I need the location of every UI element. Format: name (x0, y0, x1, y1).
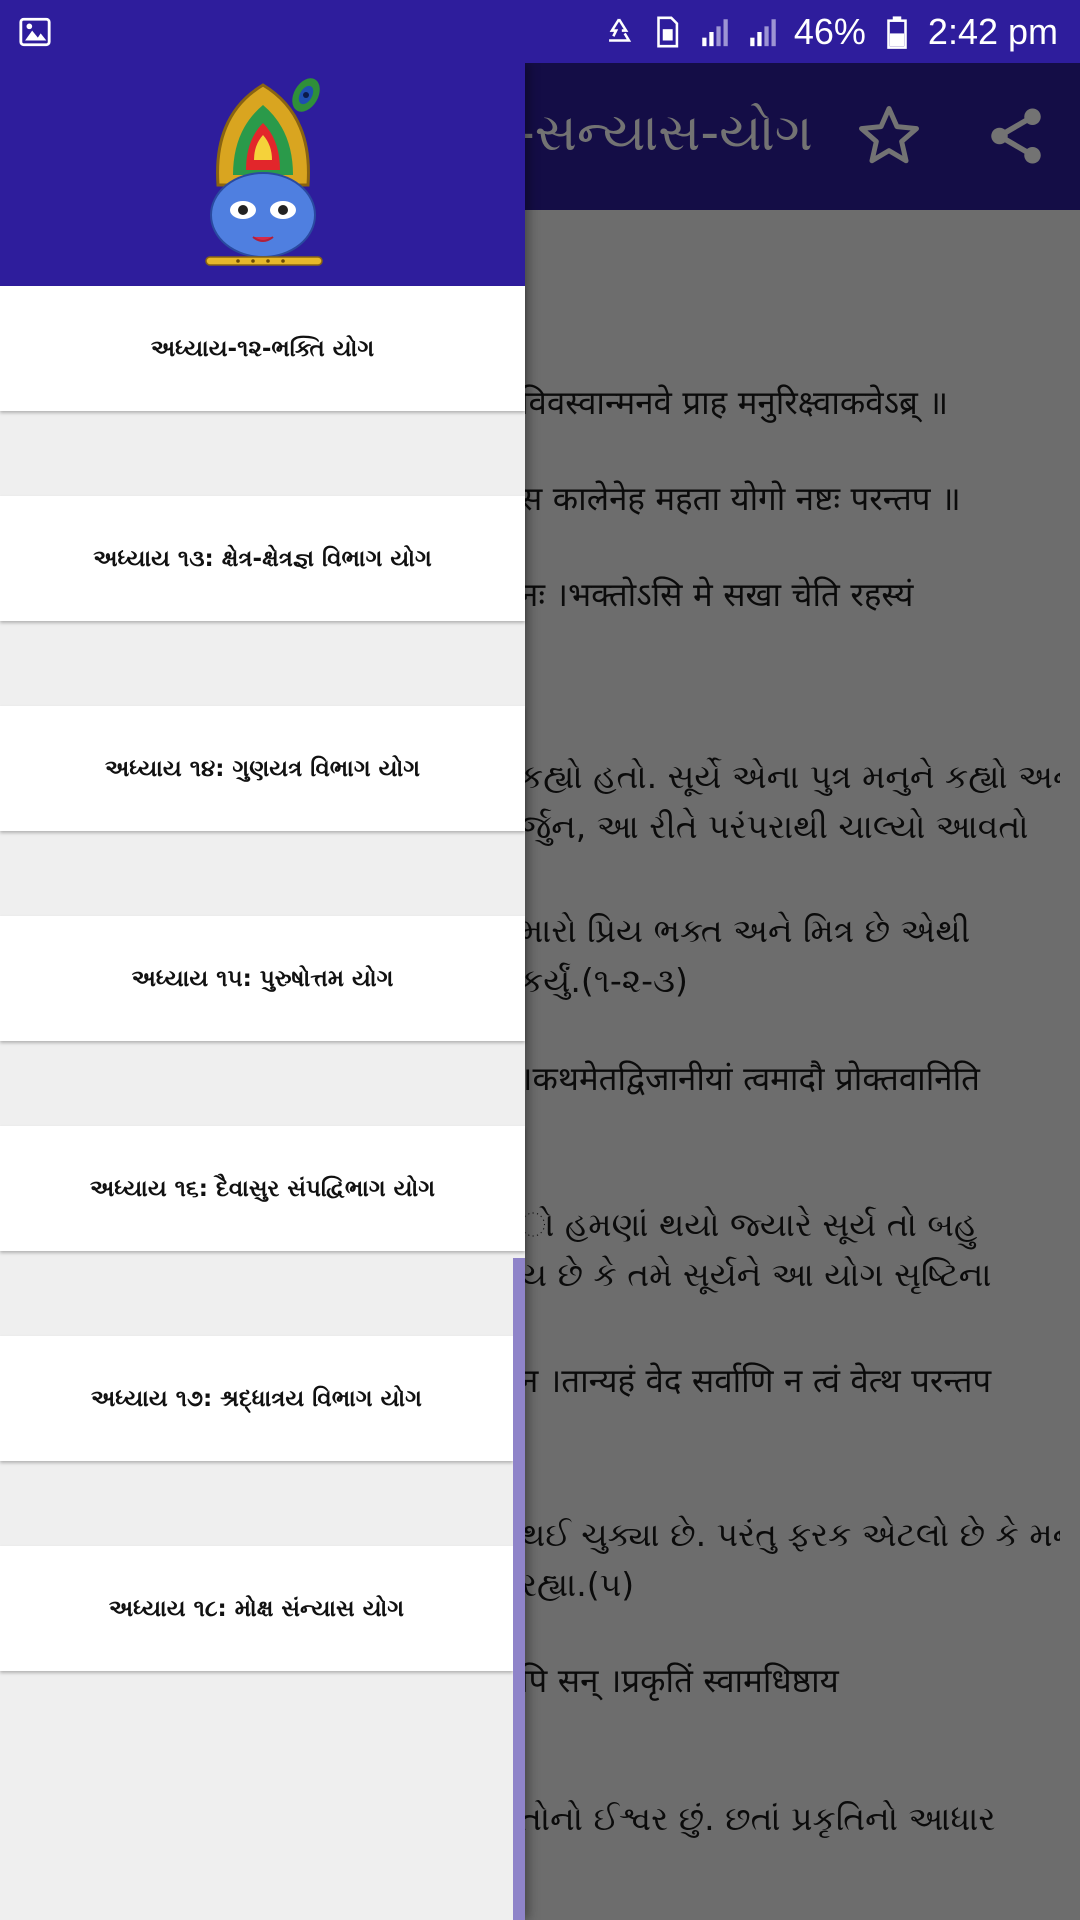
drawer-item-label: અધ્યાય ૧૮: મોક્ષ સંન્યાસ યોગ (108, 1595, 405, 1622)
drawer-scrollbar[interactable] (513, 1258, 525, 1920)
recycle-icon (602, 15, 636, 49)
drawer-item-chapter-15[interactable] (0, 916, 525, 1041)
navigation-drawer (0, 63, 525, 1920)
drawer-item-chapter-18[interactable] (0, 1546, 513, 1671)
drawer-header (0, 63, 525, 286)
drawer-item-label: અધ્યાય ૧૪: ગુણયત્ર વિભાગ યોગ (105, 755, 420, 782)
drawer-item-label: અધ્યાય ૧૩: ક્ષેત્ર-ક્ષેત્રજ્ઞ વિભાગ યોગ (93, 545, 432, 572)
drawer-item-label: અધ્યાય-૧૨-ભક્તિ યોગ (150, 335, 375, 362)
sim-icon (650, 15, 684, 49)
drawer-item-chapter-16[interactable] (0, 1126, 525, 1251)
battery-icon (880, 15, 914, 49)
status-bar (0, 0, 1080, 63)
image-icon (18, 15, 52, 49)
signal-icon (698, 15, 732, 49)
drawer-item-chapter-17[interactable] (0, 1336, 513, 1461)
drawer-item-chapter-12[interactable] (0, 286, 525, 411)
drawer-item-label: અધ્યાય ૧૬: દૈવાસુર સંપદ્વિભાગ યોગ (89, 1175, 436, 1202)
krishna-logo (188, 75, 338, 275)
clock: 2:42 pm (927, 10, 1058, 52)
battery-percent: 46% (793, 10, 866, 52)
signal-icon (746, 15, 780, 49)
drawer-item-chapter-14[interactable] (0, 706, 525, 831)
drawer-item-chapter-13[interactable] (0, 496, 525, 621)
drawer-item-label: અધ્યાય ૧૫: પુરુષોત્તમ યોગ (131, 965, 394, 992)
drawer-item-label: અધ્યાય ૧૭: શ્રદ્ધાત્રય વિભાગ યોગ (91, 1385, 422, 1412)
